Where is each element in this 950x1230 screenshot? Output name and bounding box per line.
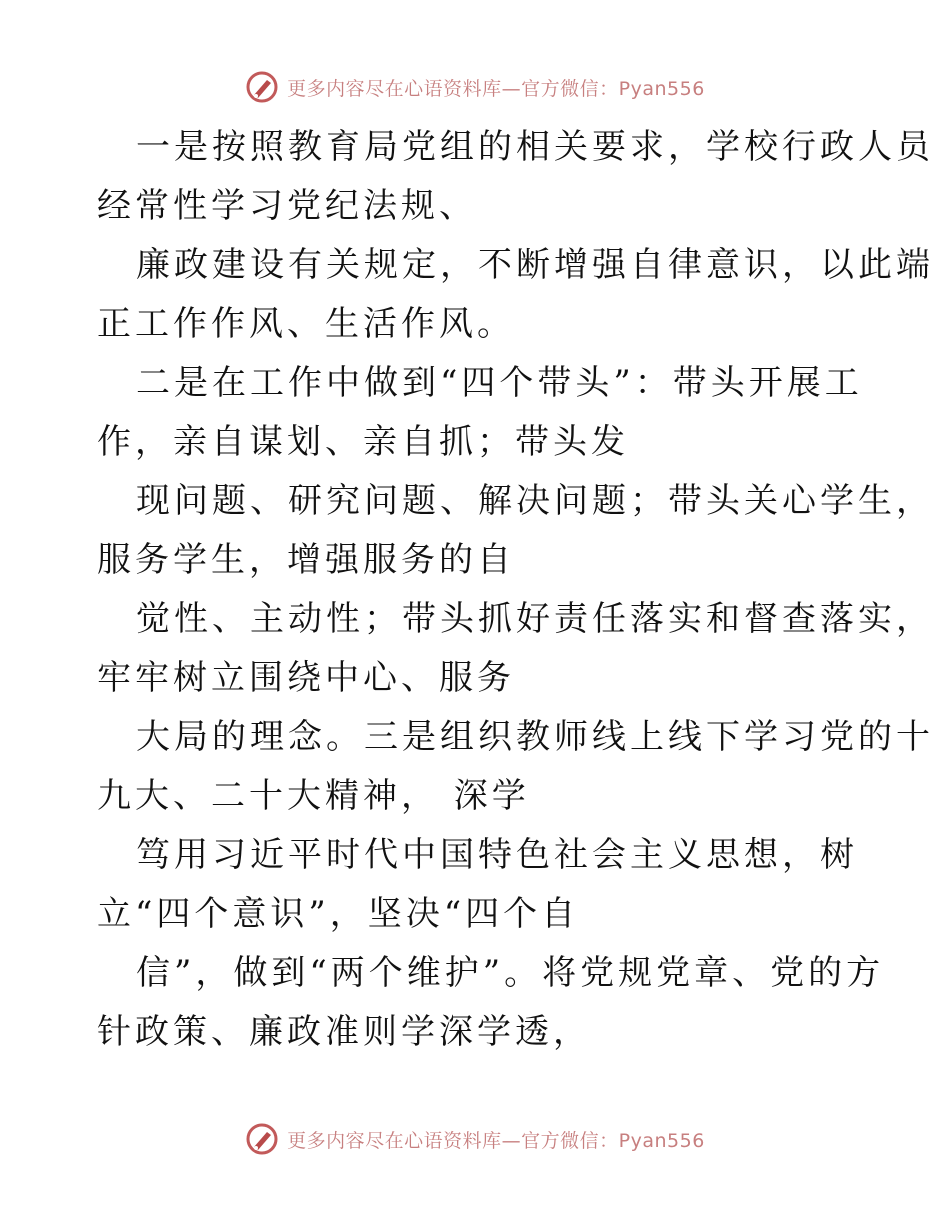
- text-line: 笃用习近平时代中国特色社会主义思想，树: [136, 835, 858, 875]
- text-line: 九大、二十大精神， 深学: [97, 776, 530, 816]
- text-line: 正工作作风、生活作风。: [97, 304, 515, 344]
- text-line: 大局的理念。三是组织教师线上线下学习党的十: [136, 717, 934, 757]
- watermark-text: 更多内容尽在心语资料库—官方微信：Pyan556: [287, 1129, 705, 1152]
- text-line: 经常性学习党纪法规、: [97, 186, 477, 226]
- text-line: 牢牢树立围绕中心、服务: [97, 658, 515, 698]
- text-line: 作，亲自谋划、亲自抓；带头发: [97, 422, 629, 462]
- text-line: 立“四个意识”，坚决“四个自: [97, 894, 580, 934]
- text-line: 服务学生，增强服务的自: [97, 540, 515, 580]
- watermark-text: 更多内容尽在心语资料库—官方微信：Pyan556: [287, 77, 705, 100]
- pen-logo-icon: [245, 70, 279, 104]
- header-watermark: [0, 70, 950, 104]
- pen-logo-icon: [245, 1122, 279, 1156]
- text-line: 觉性、主动性；带头抓好责任落实和督查落实，: [136, 599, 934, 639]
- text-line: 针政策、廉政准则学深学透，: [97, 1012, 591, 1052]
- text-line: 信”，做到“两个维护”。将党规党章、党的方: [136, 953, 885, 993]
- text-line: 廉政建设有关规定，不断增强自律意识，以此端: [136, 245, 934, 285]
- text-line: 一是按照教育局党组的相关要求，学校行政人员: [136, 127, 934, 167]
- footer-watermark: [0, 1122, 950, 1156]
- document-body: [97, 118, 934, 1062]
- text-line: 二是在工作中做到“四个带头”：带头开展工: [136, 363, 863, 403]
- text-line: 现问题、研究问题、解决问题；带头关心学生，: [136, 481, 934, 521]
